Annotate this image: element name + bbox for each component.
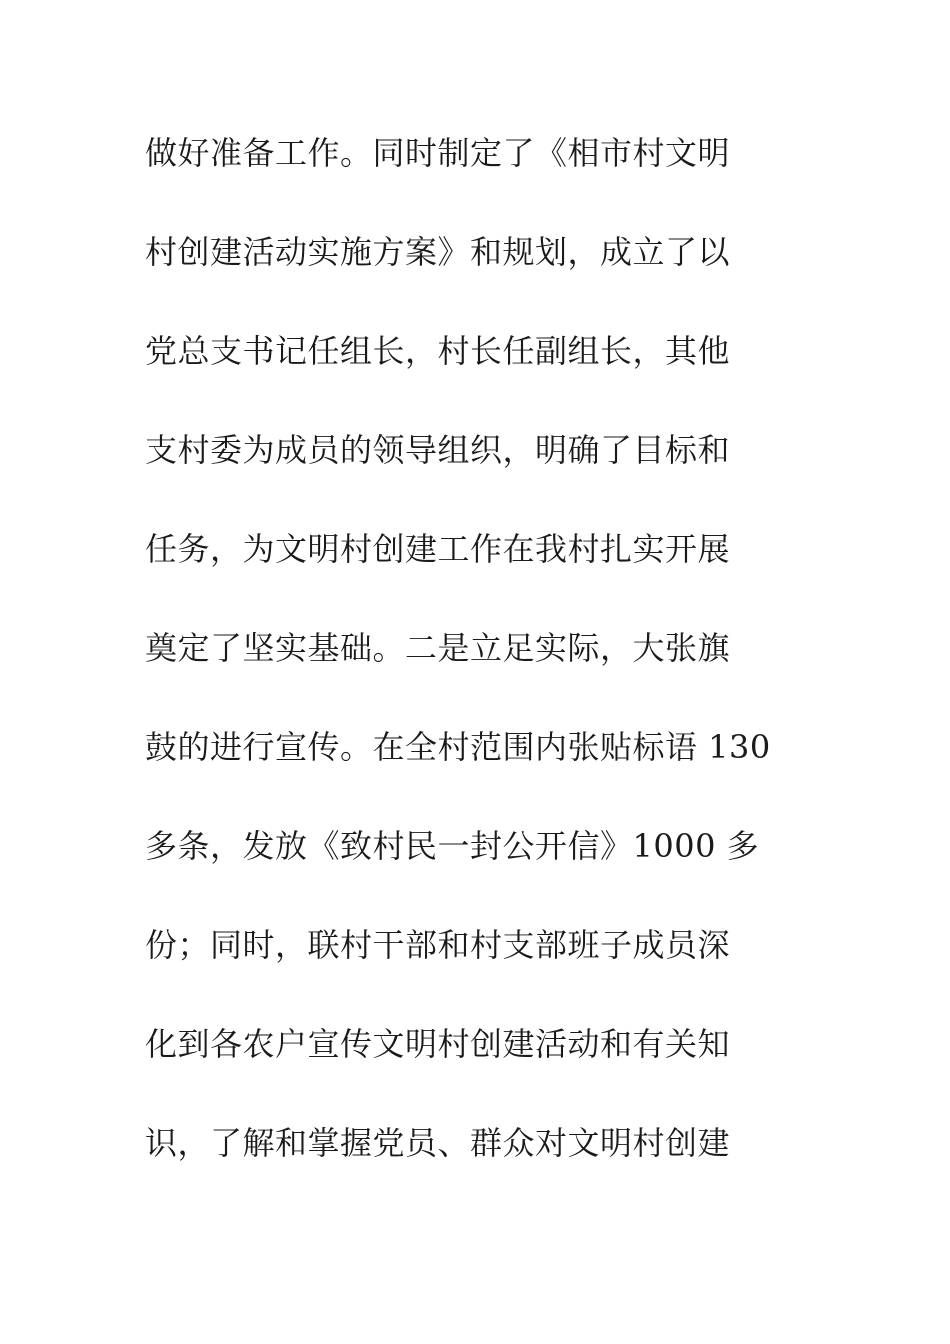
text-line-8: 多条，发放《致村民一封公开信》1000 多 (145, 827, 760, 865)
text-line-3: 党总支书记任组长，村长任副组长，其他 (145, 332, 731, 370)
text-line-5: 任务，为文明村创建工作在我村扎实开展 (145, 530, 731, 568)
text-line-1: 做好准备工作。同时制定了《相市村文明 (145, 134, 731, 172)
text-line-10: 化到各农户宣传文明村创建活动和有关知 (145, 1025, 731, 1063)
text-line-7: 鼓的进行宣传。在全村范围内张贴标语 130 (145, 728, 771, 766)
text-line-9: 份；同时，联村干部和村支部班子成员深 (145, 926, 731, 964)
body-text (145, 120, 825, 1209)
text-line-6: 奠定了坚实基础。二是立足实际，大张旗 (145, 629, 731, 667)
text-line-2: 村创建活动实施方案》和规划，成立了以 (145, 233, 731, 271)
text-line-11: 识，了解和掌握党员、群众对文明村创建 (145, 1124, 731, 1162)
text-line-4: 支村委为成员的领导组织，明确了目标和 (145, 431, 731, 469)
